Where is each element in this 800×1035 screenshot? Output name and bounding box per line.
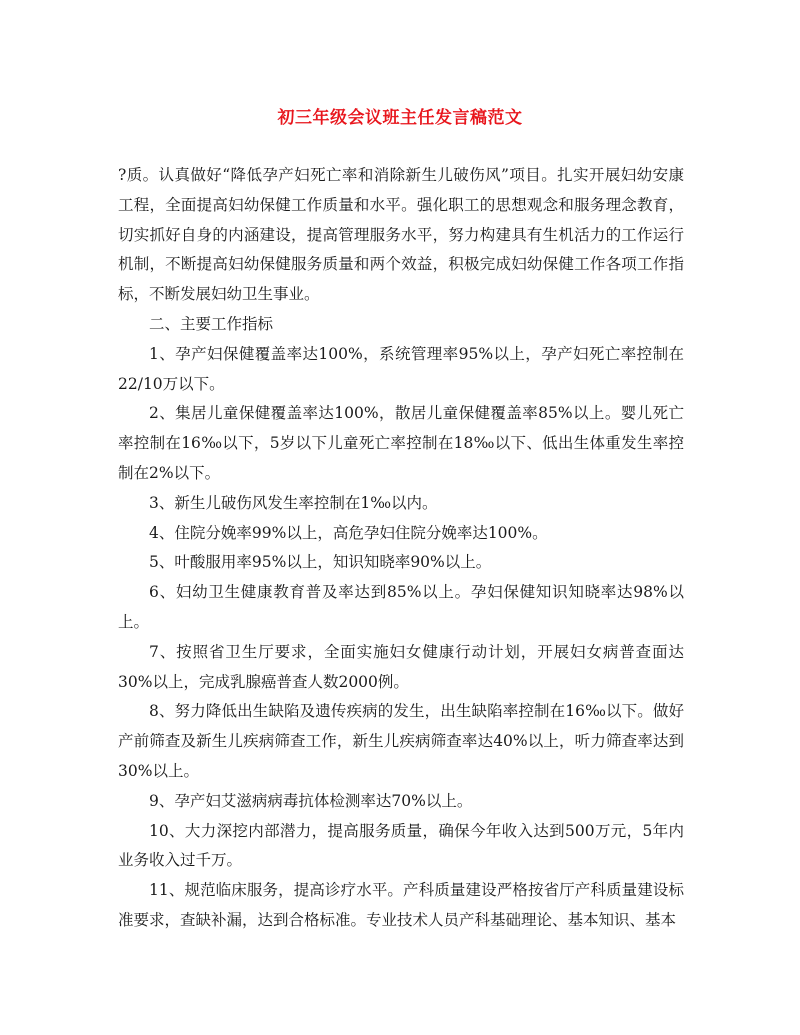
list-item: 5、叶酸服用率95%以上，知识知晓率90%以上。 [149,553,492,572]
document-title: 初三年级会议班主任发言稿范文 [277,108,523,128]
list-item: 1、孕产妇保健覆盖率达100%，系统管理率95%以上，孕产妇死亡率控制在22/10万以下。 [118,344,684,393]
section-heading: 二、主要工作指标 [149,314,274,333]
list-item: 10、大力深挖内部潜力，提高服务质量，确保今年收入达到500万元，5年内业务收入过千万。 [118,821,684,870]
list-item: 7、按照省卫生厅要求，全面实施妇女健康行动计划，开展妇女病普查面达30%以上，完成乳腺癌普查人数2000例。 [118,642,684,691]
list-item: 3、新生儿破伤风发生率控制在1‰以内。 [149,493,438,512]
list-item: 8、努力降低出生缺陷及遗传疾病的发生，出生缺陷率控制在16‰以下。做好产前筛查及新生儿疾病筛查工作，新生儿疾病筛查率达40%以上，听力筛查率达到30%以上。 [118,702,684,780]
document-body [118,161,684,936]
paragraph-intro: ?质。认真做好“降低孕产妇死亡率和消除新生儿破伤风”项目。扎实开展妇幼安康工程，全面提高妇幼保健工作质量和水平。强化职工的思想观念和服务理念教育，切实抓好自身的内涵建设，提高管理服务水平，努力构建具有生机活力的工作运行机制，不断提高妇幼保健服务质量和两个效益，积极完成妇幼保健工作各项工作指标，不断发展妇幼卫生事业。 [118,166,684,304]
list-item: 2、集居儿童保健覆盖率达100%，散居儿童保健覆盖率85%以上。婴儿死亡率控制在16‰以下，5岁以下儿童死亡率控制在18‰以下、低出生体重发生率控制在2%以下。 [118,404,684,482]
list-item: 9、孕产妇艾滋病病毒抗体检测率达70%以上。 [149,791,473,810]
list-item: 11、规范临床服务，提高诊疗水平。产科质量建设严格按省厅产科质量建设标准要求，查缺补漏，达到合格标准。专业技术人员产科基础理论、基本知识、基本 [118,881,684,929]
list-item: 4、住院分娩率99%以上，高危孕妇住院分娩率达100%。 [149,523,548,542]
list-item: 6、妇幼卫生健康教育普及率达到85%以上。孕妇保健知识知晓率达98%以上。 [118,583,684,631]
